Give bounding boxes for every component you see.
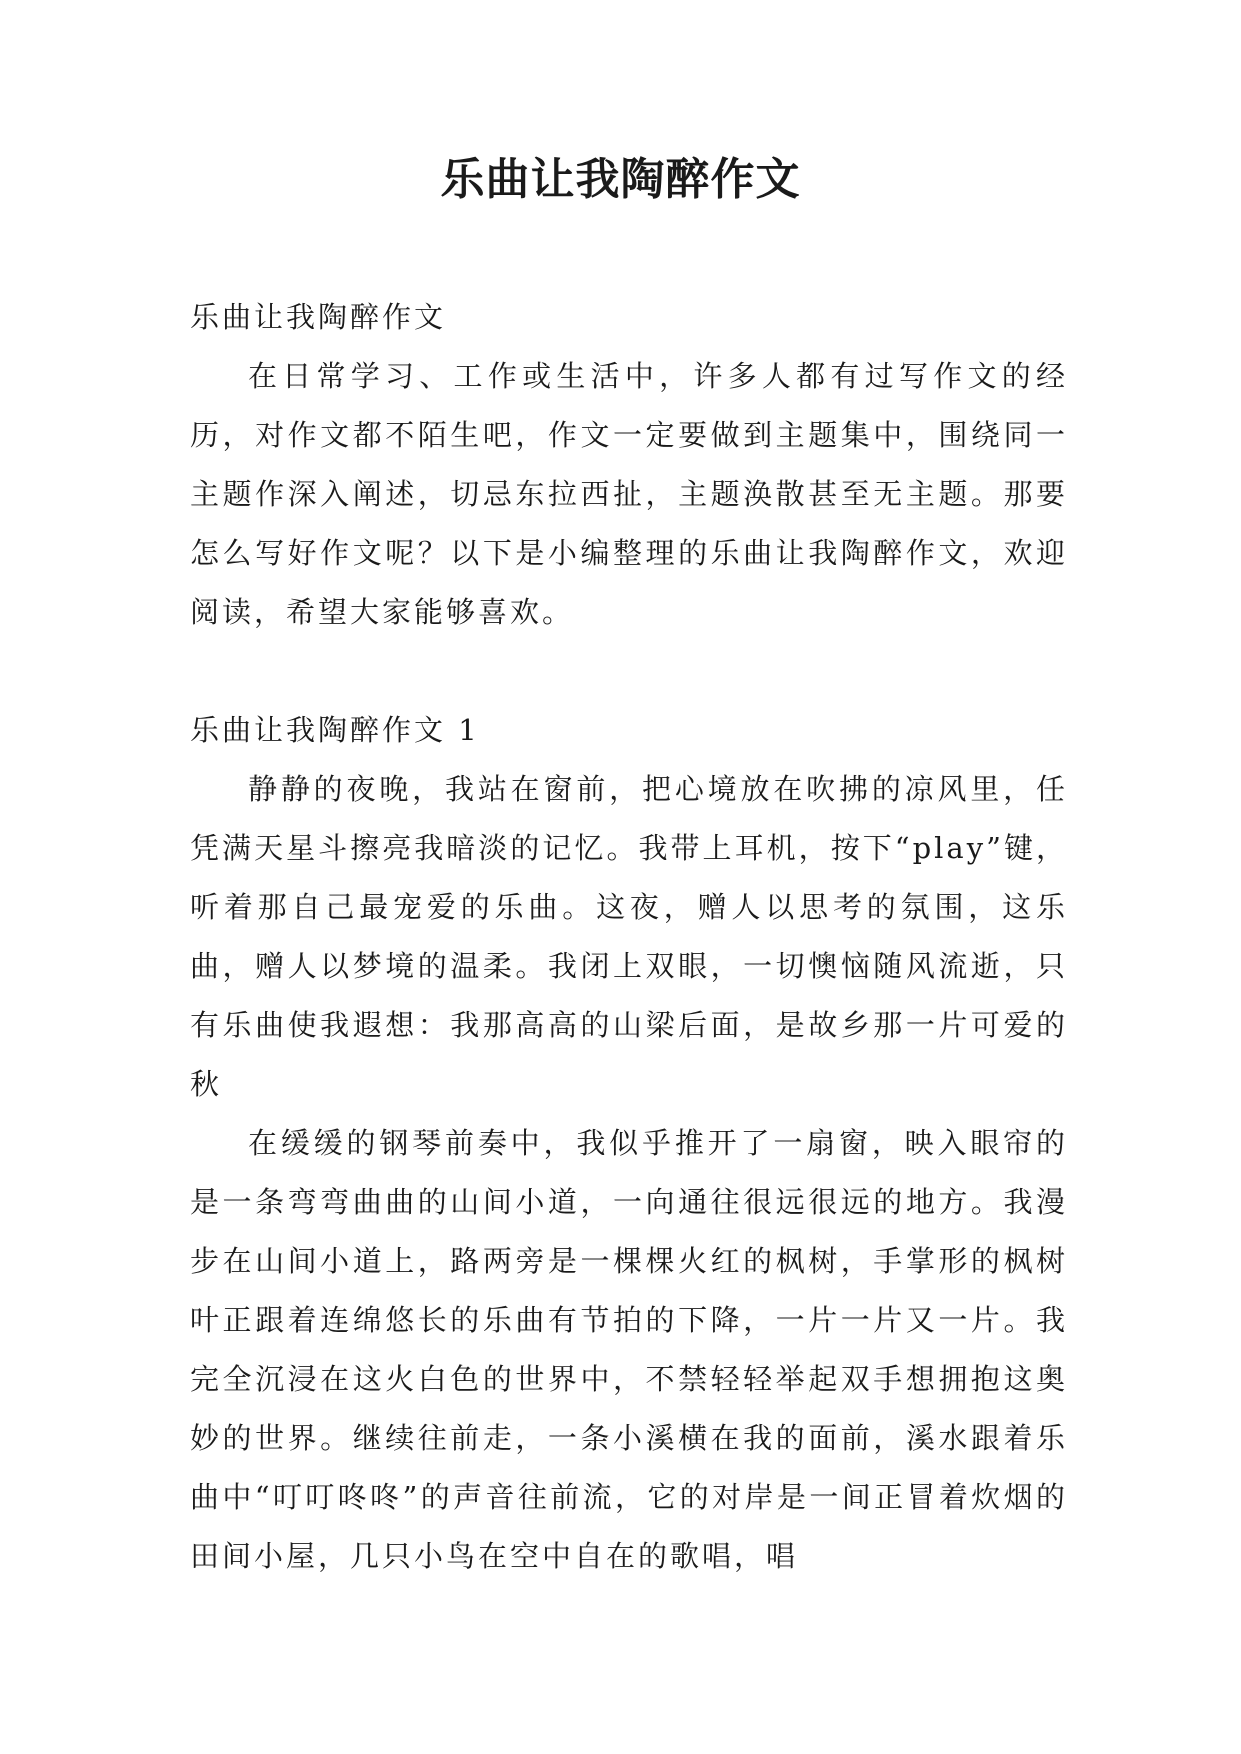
section-spacer [190,642,1068,701]
document-body [190,288,1068,1586]
document-title: 乐曲让我陶醉作文 [440,154,801,205]
essay-heading: 乐曲让我陶醉作文 1 [190,713,480,747]
intro-paragraph: 在日常学习、工作或生活中，许多人都有过写作文的经历，对作文都不陌生吧，作文一定要做到主题集中，围绕同一主题作深入阐述，切忌东拉西扯，主题涣散甚至无主题。那要怎么写好作文呢？以下是小编整理的乐曲让我陶醉作文，欢迎阅读，希望大家能够喜欢。 [190,359,1068,629]
intro-heading: 乐曲让我陶醉作文 [190,300,447,334]
essay-paragraph-1: 静静的夜晚，我站在窗前，把心境放在吹拂的凉风里，任凭满天星斗擦亮我暗淡的记忆。我带上耳机，按下“play”键，听着那自己最宠爱的乐曲。这夜，赠人以思考的氛围，这乐曲，赠人以梦境的温柔。我闭上双眼，一切懊恼随风流逝，只有乐曲使我遐想：我那高高的山梁后面，是故乡那一片可爱的秋 [190,772,1068,1101]
essay-paragraph-2: 在缓缓的钢琴前奏中，我似乎推开了一扇窗，映入眼帘的是一条弯弯曲曲的山间小道，一向通往很远很远的地方。我漫步在山间小道上，路两旁是一棵棵火红的枫树，手掌形的枫树叶正跟着连绵悠长的乐曲有节拍的下降，一片一片又一片。我完全沉浸在这火白色的世界中，不禁轻轻举起双手想拥抱这奥妙的世界。继续往前走，一条小溪横在我的面前，溪水跟着乐曲中“叮叮咚咚”的声音往前流，它的对岸是一间正冒着炊烟的田间小屋，几只小鸟在空中自在的歌唱，唱 [190,1126,1068,1573]
